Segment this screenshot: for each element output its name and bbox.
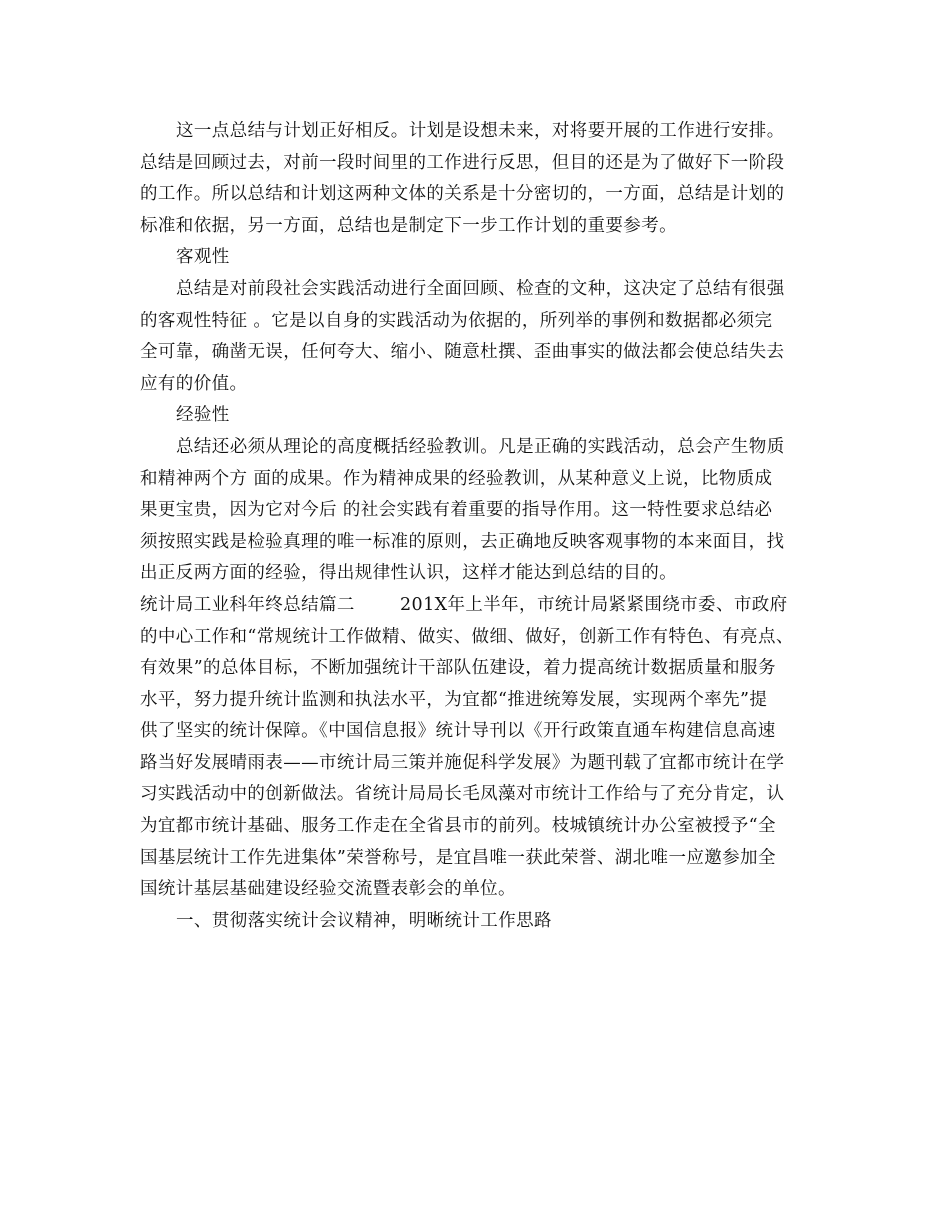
paragraph-line: 供了坚实的统计保障。《中国信息报》统计导刊以《开行政策直通车构建信息高速 <box>140 721 776 742</box>
paragraph-line: 应有的价值。 <box>140 373 248 394</box>
paragraph-line: 的中心工作和“常规统计工作做精、做实、做细、做好，创新工作有特色、有亮点、 <box>140 626 794 647</box>
paragraph-line: 国统计基层基础建设经验交流暨表彰会的单位。 <box>140 879 516 900</box>
paragraph-line: 路当好发展晴雨表——市统计局三策并施促科学发展》为题刊载了宜都市统计在学 <box>140 752 785 773</box>
paragraph-line: 总结是回顾过去，对前一段时间里的工作进行反思，但目的还是为了做好下一阶段 <box>140 152 785 173</box>
paragraph-line: 这一点总结与计划正好相反。计划是设想未来，对将要开展的工作进行安排。 <box>176 121 785 141</box>
paragraph-line: 标准和依据，另一方面，总结也是制定下一步工作计划的重要参考。 <box>140 215 677 236</box>
paragraph-line: 水平，努力提升统计监测和执法水平，为宜都“推进统筹发展，实现两个率先”提 <box>140 689 768 710</box>
paragraph-line: 为宜都市统计基础、服务工作走在全省县市的前列。枝城镇统计办公室被授予“全 <box>140 816 776 837</box>
paragraph-line: 全可靠，确凿无误，任何夸大、缩小、随意杜撰、歪曲事实的做法都会使总结失去 <box>140 342 785 363</box>
paragraph-line: 和精神两个方 面的成果。作为精神成果的经验教训，从某种意义上说，比物质成 <box>140 468 773 489</box>
paragraph-line: 的工作。所以总结和计划这两种文体的关系是十分密切的，一方面，总结是计划的 <box>140 184 785 205</box>
paragraph-line: 总结是对前段社会实践活动进行全面回顾、检查的文种，这决定了总结有很强 <box>176 278 785 299</box>
section-title-line <box>140 590 830 622</box>
paragraph-line: 须按照实践是检验真理的唯一标准的原则，去正确地反映客观事物的本来面目，找 <box>140 531 785 552</box>
document-body <box>140 116 830 937</box>
paragraph-line: 国基层统计工作先进集体”荣誉称号，是宜昌唯一获此荣誉、湖北唯一应邀参加全 <box>140 847 776 868</box>
paragraph-line: 果更宝贵，因为它对今后 的社会实践有着重要的指导作用。这一特性要求总结必 <box>140 500 773 521</box>
paragraph-line: 习实践活动中的创新做法。省统计局局长毛凤藻对市统计工作给与了充分肯定，认 <box>140 784 785 805</box>
heading-experience: 经验性 <box>176 405 230 426</box>
paragraph-line: 出正反两方面的经验，得出规律性认识，这样才能达到总结的目的。 <box>140 563 677 584</box>
paragraph-lead: 201X年上半年，市统计局紧紧围绕市委、市政府 <box>400 594 788 615</box>
paragraph-line: 的客观性特征 。它是以自身的实践活动为依据的，所列举的事例和数据都必须完 <box>140 310 773 331</box>
heading-objectivity: 客观性 <box>176 247 230 268</box>
section-title: 统计局工业科年终总结篇二 <box>140 594 355 615</box>
subheading: 一、贯彻落实统计会议精神，明晰统计工作思路 <box>176 910 552 931</box>
paragraph-line: 有效果”的总体目标，不断加强统计干部队伍建设，着力提高统计数据质量和服务 <box>140 658 776 679</box>
paragraph-line: 总结还必须从理论的高度概括经验教训。凡是正确的实践活动，总会产生物质 <box>176 436 785 457</box>
